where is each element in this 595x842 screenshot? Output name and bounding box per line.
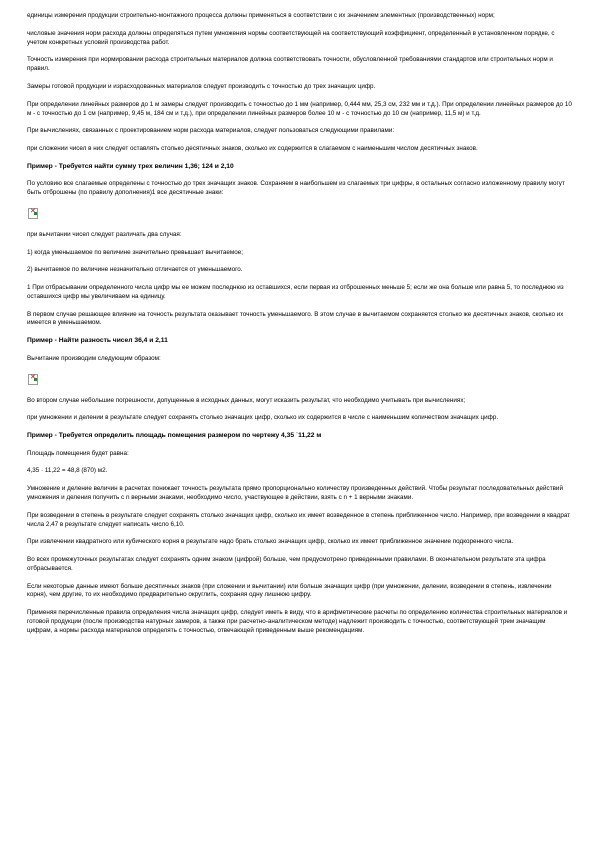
paragraph: В первом случае решающее влияние на точность результата оказывает точность уменьшаемого. В этом случае в вычитаемом сохраняется столько же десятичных знаков, сколько их имеется в уменьшаемом. [27,310,564,327]
paragraph: Если некоторые данные имеют больше десятичных знаков (при сложении и вычитании) или больше значащих цифр (при умножении, делении, возведении в степень, извлечении корня), чем другие, то их необходимо предварительно округлить, сохраняя одну лишнюю цифру. [27,582,552,599]
paragraph: числовые значения норм расхода должны определяться путем умножения нормы соответствующей на соответствующий коэффициент, определенный в установленном порядке, с учетом конкретных условий производства работ. [27,29,555,46]
example-heading: Пример - Требуется определить площадь помещения размером по чертежу 4,35 ˙11,22 м [27,431,322,439]
document-body [27,12,572,645]
paragraph: При извлечении квадратного или кубического корня в результате надо брать столько значащих цифр, сколько их имеет приближенное значение подкоренного числа. [27,538,514,546]
broken-image-icon [28,374,38,385]
paragraph: Замеры готовой продукции и израсходованных материалов следует производить с точностью до трех значащих цифр. [27,82,376,90]
paragraph: Умножение и деление величин в расчетах понижает точность результата прямо пропорционально количеству произведенных действий. Чтобы результат последовательных действий умножения и деления получить с n верными знаками, необходимо число, участвующее в действии, взять с n + 1 верными знаками. [27,485,563,501]
paragraph: при умножении и делении в результате следует сохранять столько значащих цифр, сколько их содержится в числе с наименьшим количеством значащих цифр. [27,414,499,422]
paragraph: единицы измерения продукции строительно-монтажного процесса должны применяться в соответствии с их значением элементных (производственных) норм; [27,12,495,19]
paragraph: Точность измерения при нормировании расхода строительных материалов должна соответствовать точности, обусловленной требованиями стандартов или строительных норм и правил. [27,56,553,73]
paragraph: Применяя перечисленные правила определения числа значащих цифр, следует иметь в виду, что в арифметические расчеты по определению количества строительных материалов и готовой продукции (после производства натурных замеров, а также при расчетно-аналитическом методе) надлежит производить с точностью, соответствующей трем значащим цифрам, а нормы расхода материалов определять с точностью, отвечающей приведенным выше рекомендациям. [27,609,568,634]
paragraph: Вычитание производим следующим образом: [27,354,161,362]
paragraph: При возведении в степень в результате следует сохранять столько значащих цифр, сколько их имеет возведенное в степень приближенное число. Например, при возведении в квадрат числа 2,47 в результате следует написать число 6,10. [27,511,571,528]
paragraph: Во всех промежуточных результатах следует сохранять одним знаком (цифрой) больше, чем предусмотрено приведенными правилами. В окончательном результате эта цифра отбрасывается. [27,555,546,572]
example-heading: Пример - Требуется найти сумму трех величин 1,36; 124 и 2,10 [27,162,234,170]
footnote: 1 При отбрасывании определенного числа цифр мы ее можем последнюю из оставшихся, если первая из отброшенных меньше 5; если же она больше или равна 5, то последнюю из оставшихся цифр мы увеличиваем на единицу. [27,283,564,300]
paragraph: Площадь помещения будет равна: [27,449,129,457]
example-heading: Пример - Найти разность чисел 36,4 и 2,11 [27,337,168,345]
paragraph: По условию все слагаемые определены с точностью до трех значащих знаков. Сохраняем в наибольшем из слагаемых три цифры, в остальных согласно изложенному правилу могут быть отброшены (по правилу дополнения)1 все десятичные знаки: [27,180,565,197]
paragraph: Во втором случае небольшие погрешности, допущенные в исходных данных, могут исказить результат, что необходимо учитывать при вычислениях; [27,396,466,404]
paragraph: при вычитании чисел следует различать два случая: [27,230,182,238]
paragraph: 2) вычитаемое по величине незначительно отличается от уменьшаемого. [27,266,243,274]
formula: 4,35 · 11,22 = 48,8 (870) м2. [27,467,108,475]
paragraph: При определении линейных размеров до 1 м замеры следует производить с точностью до 1 мм (например, 0,444 мм, 25,3 см, 232 мм и т.д.). При определении линейных размеров до 10 м - с точностью до 1 см (например, 9,45 м, 184 см и т.д.), при определении линейных размеров более 10 м - с точностью до 10 см (например, 11,5 м) и т.д. [27,100,572,117]
broken-image-icon [28,208,38,219]
paragraph: 1) когда уменьшаемое по величине значительно превышает вычитаемое; [27,248,244,256]
paragraph: при сложении чисел в них следует оставлять столько десятичных знаков, сколько их содержится в слагаемом с наименьшим числом десятичных знаков. [27,144,478,152]
paragraph: При вычислениях, связанных с проектированием норм расхода материалов, следует пользоваться следующими правилами: [27,127,395,135]
